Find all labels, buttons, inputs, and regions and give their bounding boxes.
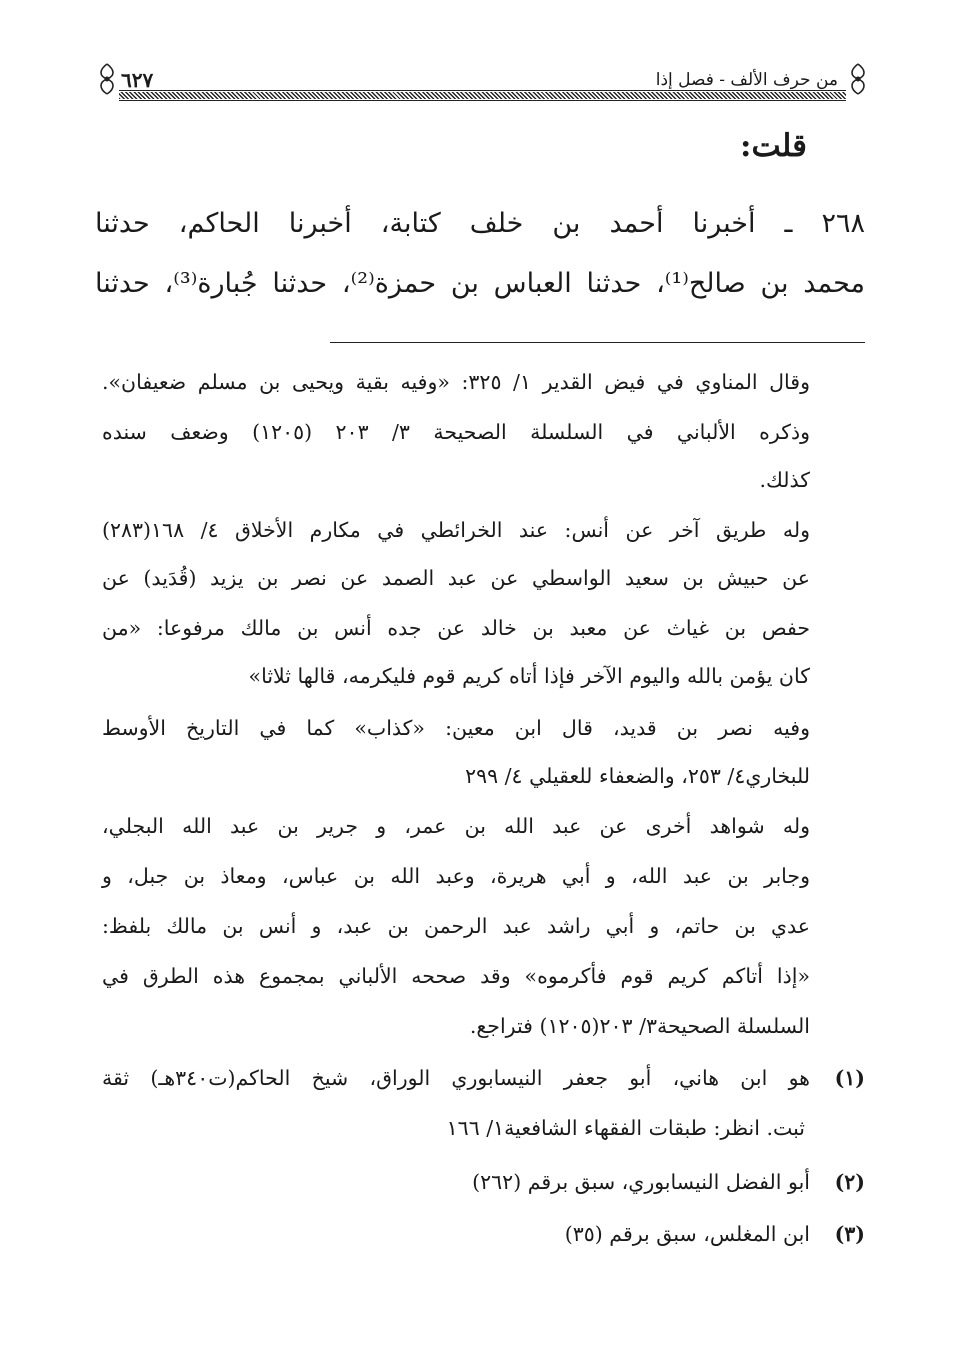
- note-line-12: عدي بن حاتم، و أبي راشد عبد الرحمن بن عبد، و أنس بن مالك بلفظ:: [102, 914, 810, 938]
- footnote-1-continuation: ثبت. انظر: طبقات الفقهاء الشافعية١/ ١٦٦: [446, 1116, 805, 1140]
- header-ornamental-band: [119, 92, 846, 99]
- footnote-1-number: (١): [834, 1066, 865, 1090]
- header-ornament-left-icon: [95, 62, 119, 96]
- note-line-6: حفص بن غياث عن معبد بن خالد عن جده أنس بن مالك مرفوعا: «من: [102, 616, 810, 640]
- running-title: من حرف الألف - فصل إذا: [655, 70, 838, 90]
- footnote-1-text: هو ابن هاني، أبو جعفر النيسابوري الوراق، شيخ الحاكم(ت٣٤٠هـ) ثقة: [102, 1066, 810, 1090]
- footnote-2-text: أبو الفضل النيسابوري، سبق برقم (٢٦٢): [472, 1170, 810, 1194]
- footnote-3-number: (٣): [834, 1222, 865, 1246]
- section-heading: قلت:: [740, 128, 807, 164]
- note-line-5: عن حبيش بن سعيد الواسطي عن عبد الصمد عن نصر بن يزيد (قُدَيد) عن: [102, 566, 810, 590]
- note-line-4: وله طريق آخر عن أنس: عند الخرائطي في مكارم الأخلاق ٤/ ١٦٨(٢٨٣): [102, 518, 810, 542]
- page-number: ٦٢٧: [121, 68, 154, 92]
- page-header: [95, 62, 870, 102]
- header-rule-top: [119, 90, 846, 91]
- main-text-line-1: ٢٦٨ ـ أخبرنا أحمد بن خلف كتابة، أخبرنا الحاكم، حدثنا: [95, 208, 865, 239]
- note-line-7: كان يؤمن بالله واليوم الآخر فإذا أتاه كريم قوم فليكرمه، قالها ثلاثا»: [248, 664, 810, 688]
- note-line-10: وله شواهد أخرى عن عبد الله بن عمر، و جرير بن عبد الله البجلي،: [102, 814, 810, 838]
- footnote-2-number: (٢): [834, 1170, 865, 1194]
- main-text-line-2: محمد بن صالح⁽¹⁾، حدثنا العباس بن حمزة⁽²⁾، حدثنا جُبارة⁽³⁾، حدثنا: [95, 268, 865, 299]
- note-line-1: وقال المناوي في فيض القدير ١/ ٣٢٥: «وفيه بقية ويحيى بن مسلم ضعيفان».: [102, 370, 810, 394]
- footnote-3-text: ابن المغلس، سبق برقم (٣٥): [564, 1222, 810, 1246]
- header-ornament-right-icon: [846, 62, 870, 96]
- note-line-2: وذكره الألباني في السلسلة الصحيحة ٣/ ٢٠٣ (١٢٠٥) وضعف سنده: [102, 420, 810, 444]
- header-rule-bottom: [119, 100, 846, 101]
- note-line-14: السلسلة الصحيحة٣/ ٢٠٣(١٢٠٥) فتراجع.: [469, 1014, 810, 1038]
- note-line-13: «إذا أتاكم كريم قوم فأكرموه» وقد صححه الألباني بمجموع هذه الطرق في: [102, 964, 810, 988]
- note-line-8: وفيه نصر بن قديد، قال ابن معين: «كذاب» كما في التاريخ الأوسط: [102, 716, 810, 740]
- note-line-3: كذلك.: [759, 468, 810, 492]
- note-line-9: للبخاري٤/ ٢٥٣، والضعفاء للعقيلي ٤/ ٢٩٩: [465, 764, 810, 788]
- footnote-separator: [330, 342, 865, 343]
- note-line-11: وجابر بن عبد الله، و أبي هريرة، وعبد الله بن عباس، ومعاذ بن جبل، و: [102, 864, 810, 888]
